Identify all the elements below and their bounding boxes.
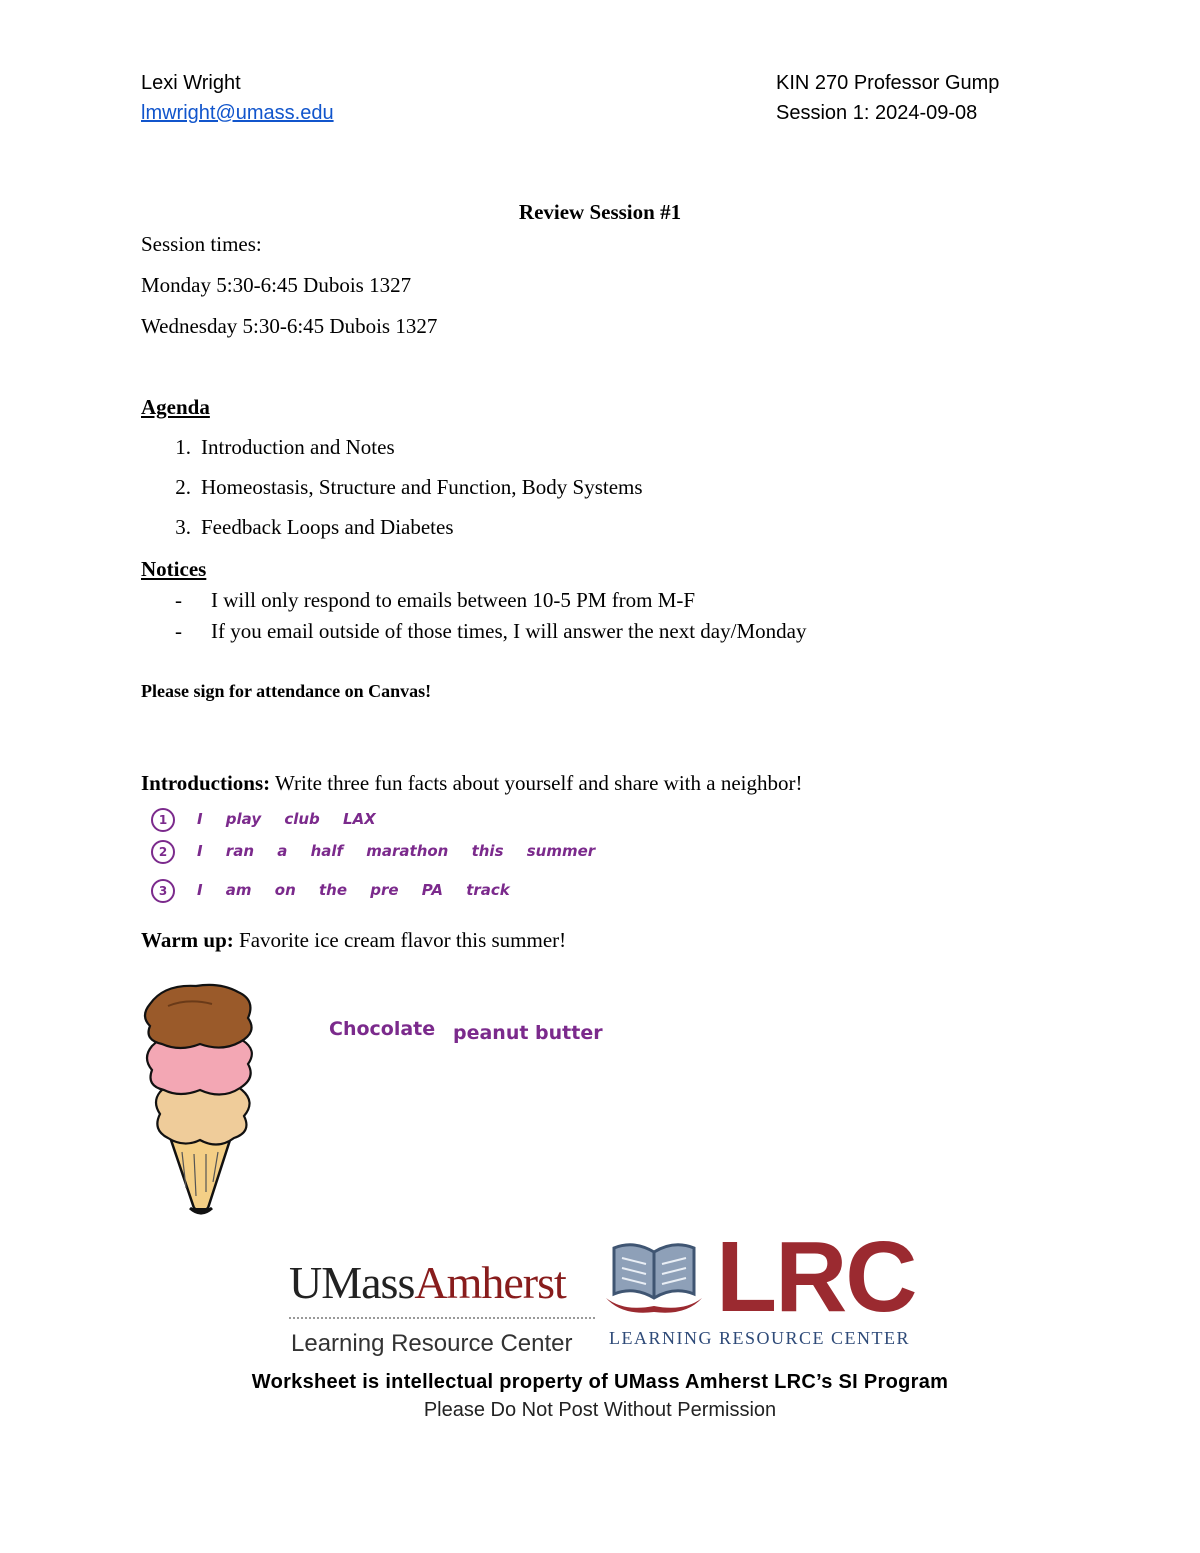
agenda-item xyxy=(165,515,454,540)
attendance-note: Please sign for attendance on Canvas! xyxy=(141,681,432,701)
book-icon xyxy=(604,1240,704,1316)
agenda-item xyxy=(165,435,395,460)
fact-text: I am on the pre PA track xyxy=(197,881,510,899)
agenda-item-number: 3. xyxy=(175,515,191,539)
logo-umass-text: UMass xyxy=(289,1257,415,1308)
logo-divider xyxy=(289,1317,595,1319)
lrc-wordmark: LRC xyxy=(716,1221,916,1333)
notice-bullet: - xyxy=(175,619,182,643)
notice-text: I will only respond to emails between 10-5 PM from M-F xyxy=(211,588,696,612)
footer-property-note: Worksheet is intellectual property of UMass Amherst LRC’s SI Program xyxy=(251,1371,949,1393)
agenda-heading: Agenda xyxy=(141,395,210,419)
fact-text: I play club LAX xyxy=(197,810,376,828)
course-info: KIN 270 Professor Gump xyxy=(776,72,1000,94)
ice-cream-cone-illustration xyxy=(138,982,263,1217)
introductions-label: Introductions: xyxy=(141,771,271,795)
notices-heading: Notices xyxy=(141,557,207,581)
introductions-text: Write three fun facts about yourself and share with a neighbor! xyxy=(275,771,803,795)
umass-amherst-logo xyxy=(289,1256,566,1309)
session-date: Session 1: 2024-09-08 xyxy=(776,102,978,124)
handwritten-flavor: Chocolate xyxy=(329,1018,436,1040)
fact-marker: 1 xyxy=(151,808,175,832)
handwritten-fact xyxy=(151,840,595,864)
agenda-item-text: Introduction and Notes xyxy=(201,435,395,459)
warmup-prompt xyxy=(141,928,566,953)
logo-amherst-text: Amherst xyxy=(414,1257,566,1308)
notice-bullet: - xyxy=(175,588,182,612)
page-title: Review Session #1 xyxy=(518,200,682,224)
lrc-subtitle: LEARNING RESOURCE CENTER xyxy=(609,1328,910,1348)
fact-text: I ran a half marathon this summer xyxy=(197,842,596,860)
warmup-label: Warm up: xyxy=(141,928,234,952)
agenda-item xyxy=(165,475,643,500)
handwritten-fact xyxy=(151,808,376,832)
session-time-wednesday: Wednesday 5:30-6:45 Dubois 1327 xyxy=(141,314,438,338)
notice-item xyxy=(175,588,695,613)
agenda-item-number: 2. xyxy=(175,475,191,499)
author-name: Lexi Wright xyxy=(141,72,241,94)
author-email-link[interactable]: lmwright@umass.edu xyxy=(141,102,334,124)
session-times-label: Session times: xyxy=(141,232,262,256)
logo-subtitle: Learning Resource Center xyxy=(291,1330,573,1357)
fact-marker: 2 xyxy=(151,840,175,864)
handwritten-flavor: peanut butter xyxy=(453,1022,603,1044)
warmup-text: Favorite ice cream flavor this summer! xyxy=(239,928,567,952)
footer-permission-note: Please Do Not Post Without Permission xyxy=(423,1399,777,1421)
session-time-monday: Monday 5:30-6:45 Dubois 1327 xyxy=(141,273,412,297)
introductions-prompt xyxy=(141,771,802,796)
notice-text: If you email outside of those times, I will answer the next day/Monday xyxy=(211,619,807,643)
handwritten-fact xyxy=(151,879,510,903)
notice-item xyxy=(175,619,806,644)
agenda-item-text: Homeostasis, Structure and Function, Body Systems xyxy=(201,475,643,499)
agenda-item-number: 1. xyxy=(175,435,191,459)
fact-marker: 3 xyxy=(151,879,175,903)
agenda-item-text: Feedback Loops and Diabetes xyxy=(201,515,454,539)
